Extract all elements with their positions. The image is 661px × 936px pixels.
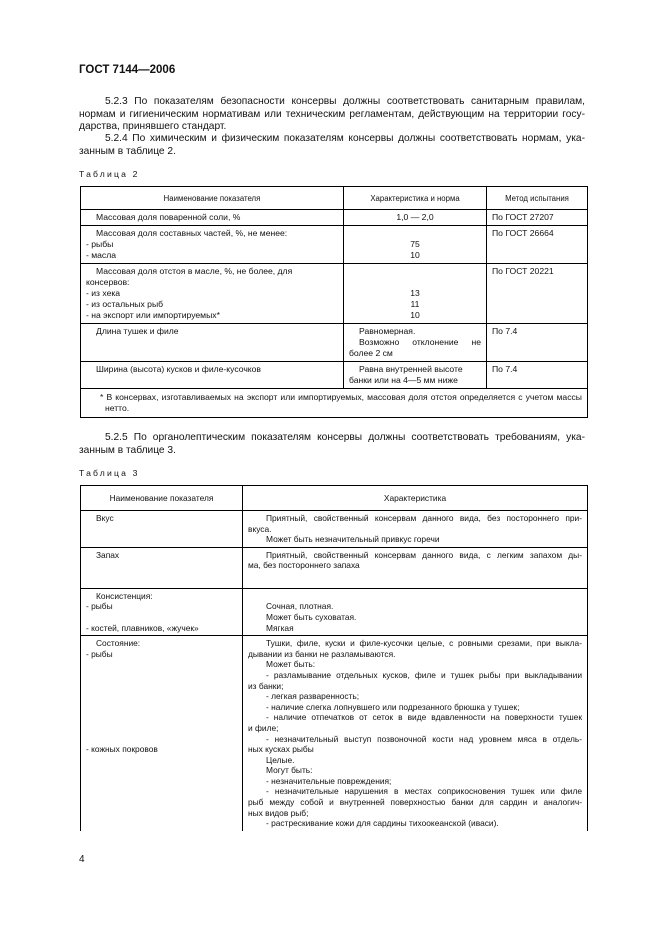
norm-value: [349, 277, 481, 288]
text-line: 5.2.4 По химическим и физическим показателям консервы должны соответствовать нормам, ука-: [105, 133, 585, 144]
indicator-name: Длина тушек и филе: [96, 326, 179, 336]
characteristic-line: - незначительный выступ позвоночной кости над уровнем мяса в отдель-: [266, 733, 582, 744]
norm-value: Равномерная.: [359, 326, 416, 336]
paragraph-5-2-5: [79, 432, 585, 457]
document-header: ГОСТ 7144—2006: [79, 64, 176, 76]
characteristic-line: [248, 591, 582, 602]
indicator-sub: [86, 612, 237, 623]
indicator-name: Состояние:: [96, 638, 141, 649]
indicator-sub: - из остальных рыб: [86, 299, 164, 309]
characteristic-line: вкуса.: [248, 523, 272, 534]
characteristic-line: - наличие отпечатков от сеток в виде вдавленности на поверхности тушек: [266, 712, 582, 723]
test-method: По ГОСТ 26664: [492, 228, 554, 238]
table-footnote-row: [81, 389, 588, 418]
table-row: [81, 362, 588, 389]
characteristic-line: - незначительные нарушения в местах соприкосновения тушек или филе: [266, 786, 582, 797]
characteristic-line: Сочная, плотная.: [266, 601, 334, 612]
characteristic-line: ма, без постороннего запаха: [248, 560, 360, 571]
column-header: Наименование показателя: [81, 486, 243, 511]
spacer: [86, 659, 237, 744]
indicator-name: Вкус: [96, 513, 114, 523]
characteristic-line: Приятный, свойственный консервам данного вида, без постороннего при-: [266, 513, 582, 523]
paragraph-5-2-4: [79, 133, 585, 158]
characteristic-line: ных видов рыб;: [248, 807, 309, 818]
characteristic-line: Тушки, филе, куски и филе-кусочки целые, с ровными срезами, при выкла-: [266, 638, 582, 649]
indicator-name: Массовая доля отстоя в масле, %, не более, для: [96, 266, 293, 276]
indicator-name: Запах: [96, 549, 120, 560]
norm-value: Равна внутренней высоте: [359, 364, 463, 374]
table-row: [81, 264, 588, 324]
characteristic-line: Может быть суховатая.: [266, 611, 357, 622]
characteristic-line: Мягкая: [266, 622, 294, 633]
test-method: По ГОСТ 27207: [492, 212, 554, 222]
table-3: [80, 485, 588, 831]
table-2-caption: Таблица 2: [79, 169, 140, 179]
indicator-sub: - рыбы: [86, 601, 113, 612]
norm-value: [349, 228, 481, 239]
text-line: дарства, принявшего стандарт.: [79, 121, 227, 132]
text-line: занным в таблице 2.: [79, 145, 176, 157]
norm-value: банки или на 4—5 мм ниже: [349, 375, 458, 385]
indicator-sub: - рыбы: [86, 239, 114, 249]
characteristic-line: рыб между собой и внутренней поверхностью банки для сардин и аналогич-: [248, 797, 582, 808]
norm-value: 1,0 — 2,0: [396, 212, 434, 222]
characteristic-line: - незначительные повреждения;: [266, 775, 392, 786]
norm-value: 11: [410, 299, 420, 309]
norm-value: 10: [410, 250, 420, 260]
indicator-name: Консистенция:: [96, 590, 153, 601]
indicator-sub: - кожных покровов: [86, 744, 158, 755]
indicator-sub: - из хека: [86, 288, 121, 298]
indicator-name: консервов:: [86, 277, 130, 287]
test-method: По 7.4: [492, 364, 518, 374]
norm-value: [349, 266, 481, 277]
indicator-sub: - рыбы: [86, 648, 113, 659]
characteristic-line: Приятный, свойственный консервам данного вида, с легким запахом ды-: [266, 549, 582, 560]
characteristic-line: из банки;: [248, 680, 284, 691]
characteristic-line: Целые.: [266, 754, 295, 765]
characteristic-line: и филе;: [248, 722, 279, 733]
column-header: Характеристика: [243, 486, 588, 511]
table-row: [81, 547, 588, 588]
text-line: 5.2.3 По показателям безопасности консервы должны соответствовать санитарным правилам,: [105, 96, 585, 107]
test-method: По 7.4: [492, 326, 518, 336]
indicator-name: Массовая доля поваренной соли, %: [96, 212, 241, 222]
indicator-sub: - на экспорт или импортируемых*: [86, 310, 220, 320]
table-row: [81, 636, 588, 831]
norm-value: Возможно отклонение не: [359, 337, 481, 347]
page-number: 4: [79, 854, 85, 865]
test-method: По ГОСТ 20221: [492, 266, 554, 276]
norm-value: 75: [410, 239, 420, 249]
indicator-sub: - масла: [86, 250, 117, 260]
table-row: [81, 226, 588, 264]
table-row: [81, 511, 588, 548]
table-3-caption: Таблица 3: [79, 468, 140, 478]
characteristic-line: - растрескивание кожи для сардины тихоокеанской (иваси).: [266, 818, 499, 829]
characteristic-line: Может быть:: [266, 659, 316, 670]
table-row: [81, 324, 588, 362]
table-footnote: * В консервах, изготавливаемых на экспорт или импортируемых, массовая доля отстоя определяется с учетом массы нетто.: [81, 389, 588, 418]
paragraph-5-2-3: [79, 96, 585, 134]
text-line: нормам и гигиеническим нормативам или техническим регламентам, действующим на территории госу-: [79, 108, 585, 120]
norm-value: 10: [410, 310, 420, 320]
indicator-name: Ширина (высота) кусков и филе-кусочков: [96, 364, 262, 374]
indicator-name: Массовая доля составных частей, %, не менее:: [96, 228, 288, 238]
characteristic-line: Может быть незначительный привкус горечи: [266, 534, 440, 545]
text-line: 5.2.5 По органолептическим показателям консервы должны соответствовать требованиям, ука-: [105, 432, 585, 443]
table-2: [80, 186, 588, 418]
text-line: занным в таблице 3.: [79, 444, 176, 456]
table-row: [81, 210, 588, 226]
norm-value: 13: [410, 288, 420, 298]
norm-value: более 2 см: [349, 348, 393, 358]
table-row: [81, 588, 588, 635]
table-header-row: [81, 187, 588, 210]
column-header: Характеристика и норма: [344, 187, 487, 210]
table-header-row: [81, 486, 588, 511]
characteristic-line: дывании из банки не разламываются.: [248, 648, 396, 659]
column-header: Метод испытания: [487, 187, 588, 210]
characteristic-line: - легкая разваренность;: [266, 691, 360, 702]
indicator-sub: - костей, плавников, «жучек»: [86, 622, 199, 633]
characteristic-line: - разламывание отдельных кусков, филе и тушек рыбы при выкладывании: [266, 669, 582, 680]
characteristic-line: Могут быть:: [266, 765, 313, 776]
column-header: Наименование показателя: [81, 187, 344, 210]
characteristic-line: ных кусках рыбы: [248, 744, 314, 755]
characteristic-line: - наличие слегка лопнувшего или подрезанного брюшка у тушек;: [266, 701, 520, 712]
